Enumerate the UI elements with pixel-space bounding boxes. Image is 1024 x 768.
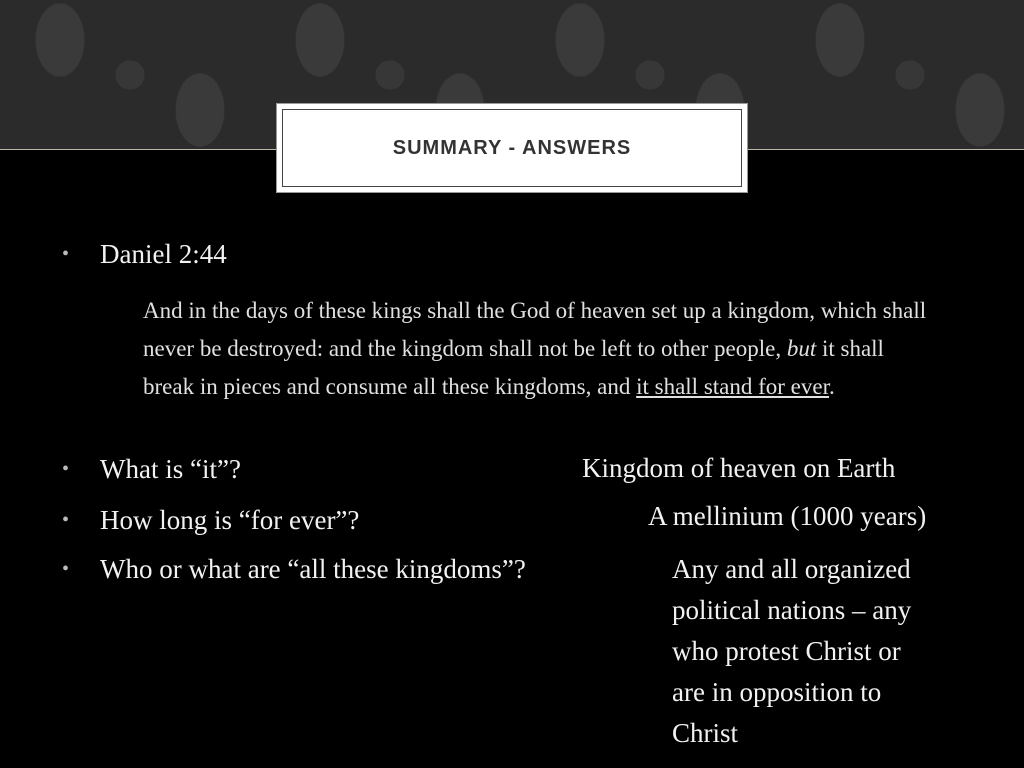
bullet-text: Who or what are “all these kingdoms”? bbox=[100, 554, 526, 584]
quote-end: . bbox=[829, 374, 835, 399]
bullet-dot-icon: • bbox=[62, 558, 70, 580]
bullet-text: Daniel 2:44 bbox=[100, 239, 227, 269]
bullet-kingdoms bbox=[62, 553, 526, 585]
quote-part-1: And in the days of these kings shall the God of heaven set up a kingdom, which shall never be destroyed: and the kingdom shall not be left to other people, bbox=[143, 298, 927, 361]
answer-kingdoms-line: Christ bbox=[672, 718, 739, 748]
bullet-dot-icon: • bbox=[62, 458, 70, 480]
answer-kingdoms-line: Any and all organized bbox=[672, 554, 911, 584]
slide-title: SUMMARY - ANSWERS bbox=[392, 136, 632, 159]
answer-forever: A mellinium (1000 years) bbox=[648, 501, 927, 531]
title-box bbox=[276, 103, 748, 193]
title-frame bbox=[282, 109, 742, 187]
answer-kingdoms-line: who protest Christ or bbox=[672, 636, 901, 666]
bullet-daniel bbox=[62, 238, 227, 270]
answer-kingdoms-line: political nations – any bbox=[672, 595, 912, 625]
answer-it: Kingdom of heaven on Earth bbox=[582, 453, 896, 483]
bullet-dot-icon: • bbox=[62, 509, 70, 531]
bullet-text: How long is “for ever”? bbox=[100, 505, 360, 535]
quote-underlined: it shall stand for ever bbox=[636, 374, 829, 399]
bullet-text: What is “it”? bbox=[100, 454, 241, 484]
bullet-dot-icon: • bbox=[62, 243, 70, 265]
quote-part-2: it shall break in pieces and consume all these kingdoms, and bbox=[143, 336, 884, 399]
bullet-how-long bbox=[62, 504, 360, 536]
scripture-quote bbox=[143, 292, 973, 406]
answer-kingdoms-line: are in opposition to bbox=[672, 677, 882, 707]
bullet-what-is-it bbox=[62, 453, 241, 485]
answer-kingdoms bbox=[672, 549, 911, 754]
quote-emphasis: but bbox=[786, 336, 817, 361]
